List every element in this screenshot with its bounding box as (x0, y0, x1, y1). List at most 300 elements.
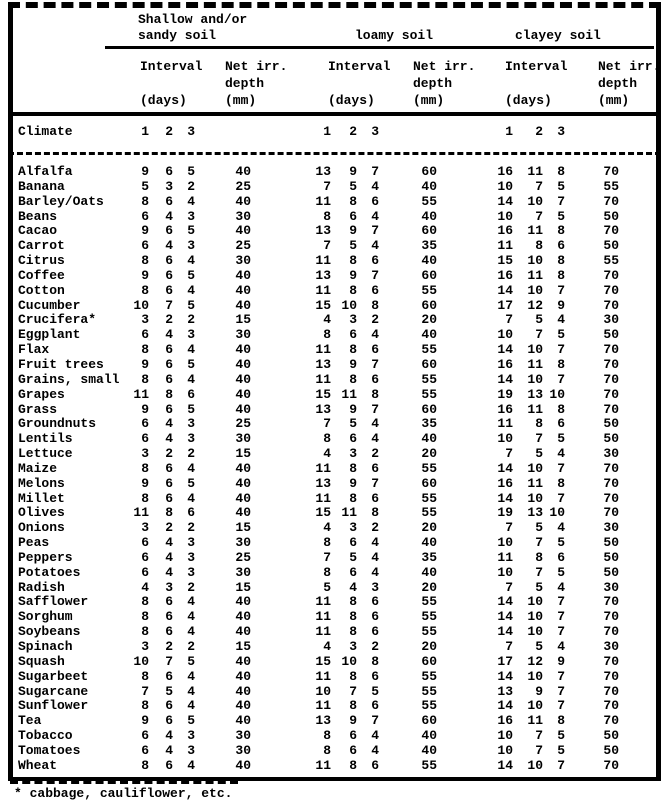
value-cell: 11 (315, 698, 331, 714)
table-row (13, 447, 656, 462)
value-cell: 40 (235, 713, 251, 729)
crop-name: Beans (18, 208, 58, 224)
value-cell: 3 (187, 564, 195, 580)
value-cell: 40 (421, 208, 437, 224)
value-cell: 5 (349, 416, 357, 432)
value-cell: 40 (235, 594, 251, 610)
table-row (13, 492, 656, 507)
value-cell: 3 (165, 178, 173, 194)
value-cell: 5 (557, 564, 565, 580)
crop-name: Onions (18, 520, 65, 536)
table-row (13, 403, 656, 418)
value-cell: 40 (421, 564, 437, 580)
value-cell: 5 (535, 446, 543, 462)
value-cell: 10 (341, 297, 357, 313)
value-cell: 8 (349, 668, 357, 684)
value-cell: 55 (421, 505, 437, 521)
value-cell: 11 (315, 193, 331, 209)
value-cell: 8 (323, 535, 331, 551)
value-cell: 9 (141, 475, 149, 491)
value-cell: 3 (349, 312, 357, 328)
table-row (13, 210, 656, 225)
table-row (13, 373, 656, 388)
table-row (13, 729, 656, 744)
value-cell: 6 (557, 549, 565, 565)
value-cell: 40 (235, 267, 251, 283)
depth-line2: depth (598, 76, 638, 91)
value-cell: 50 (603, 549, 619, 565)
value-cell: 7 (141, 683, 149, 699)
crop-name: Sorghum (18, 609, 73, 625)
value-cell: 55 (421, 624, 437, 640)
value-cell: 10 (497, 742, 513, 758)
value-cell: 4 (557, 639, 565, 654)
value-cell: 11 (133, 386, 149, 402)
value-cell: 2 (187, 446, 195, 462)
value-cell: 9 (141, 713, 149, 729)
value-cell: 11 (527, 475, 543, 491)
value-cell: 6 (557, 238, 565, 254)
value-cell: 3 (165, 579, 173, 595)
value-cell: 6 (371, 342, 379, 358)
value-cell: 5 (557, 208, 565, 224)
value-cell: 60 (421, 713, 437, 729)
crop-name: Coffee (18, 267, 65, 283)
value-cell: 3 (187, 535, 195, 551)
value-cell: 11 (527, 713, 543, 729)
value-cell: 40 (235, 460, 251, 476)
value-cell: 70 (603, 668, 619, 684)
value-cell: 6 (165, 253, 173, 269)
table-row (13, 388, 656, 403)
value-cell: 11 (497, 549, 513, 565)
value-cell: 4 (557, 312, 565, 328)
value-cell: 3 (187, 416, 195, 432)
crop-name: Sugarcane (18, 683, 89, 699)
value-cell: 4 (371, 416, 379, 432)
value-cell: 6 (349, 742, 357, 758)
value-cell: 30 (603, 520, 619, 536)
value-cell: 16 (497, 223, 513, 239)
value-cell: 8 (557, 253, 565, 269)
crop-name: Fruit trees (18, 356, 104, 372)
value-cell: 2 (165, 312, 173, 328)
soil-group-header-clayey: clayey soil (515, 28, 601, 43)
value-cell: 6 (371, 371, 379, 387)
value-cell: 70 (603, 683, 619, 699)
value-cell: 4 (371, 327, 379, 343)
value-cell: 6 (371, 282, 379, 298)
value-cell: 6 (349, 564, 357, 580)
value-cell: 9 (535, 683, 543, 699)
value-cell: 4 (371, 208, 379, 224)
value-cell: 40 (235, 683, 251, 699)
climate-value: 3 (187, 124, 195, 139)
climate-spacer (565, 122, 619, 142)
value-cell: 6 (371, 490, 379, 506)
value-cell: 6 (141, 742, 149, 758)
value-cell: 16 (497, 267, 513, 283)
value-cell: 7 (371, 401, 379, 417)
value-cell: 7 (557, 460, 565, 476)
value-cell: 16 (497, 475, 513, 491)
footnote: * cabbage, cauliflower, etc. (14, 786, 233, 801)
value-cell: 10 (497, 728, 513, 744)
crop-name: Groundnuts (18, 416, 97, 432)
value-cell: 40 (421, 728, 437, 744)
table-row (13, 254, 656, 269)
value-cell: 55 (603, 253, 619, 269)
table-row (13, 477, 656, 492)
value-cell: 10 (133, 653, 149, 669)
value-cell: 2 (371, 520, 379, 536)
value-cell: 7 (323, 238, 331, 254)
interval-unit-sandy: (days) (140, 93, 187, 108)
value-cell: 10 (497, 535, 513, 551)
climate-value: 2 (535, 124, 543, 139)
value-cell: 9 (557, 653, 565, 669)
value-cell: 14 (497, 594, 513, 610)
value-cell: 40 (421, 253, 437, 269)
value-cell: 2 (371, 312, 379, 328)
table-row (13, 536, 656, 551)
depth-line1: Net irr. (598, 59, 661, 74)
value-cell: 7 (505, 520, 513, 536)
crop-name: Barley/Oats (18, 193, 104, 209)
value-cell: 10 (497, 327, 513, 343)
value-cell: 70 (603, 282, 619, 298)
value-cell: 2 (187, 520, 195, 536)
value-cell: 8 (323, 208, 331, 224)
value-cell: 4 (165, 549, 173, 565)
value-cell: 4 (187, 371, 195, 387)
value-cell: 8 (141, 371, 149, 387)
value-cell: 40 (235, 193, 251, 209)
value-cell: 7 (505, 312, 513, 328)
value-cell: 50 (603, 416, 619, 432)
soil-group-header-loamy: loamy soil (355, 28, 434, 43)
value-cell: 2 (371, 639, 379, 654)
value-cell: 19 (497, 505, 513, 521)
value-cell: 3 (141, 446, 149, 462)
value-cell: 3 (187, 549, 195, 565)
soil-header-rule (105, 46, 654, 49)
value-cell: 55 (421, 342, 437, 358)
value-cell: 14 (497, 282, 513, 298)
value-cell: 30 (235, 535, 251, 551)
value-cell: 8 (141, 253, 149, 269)
value-cell: 7 (505, 639, 513, 654)
value-cell: 8 (371, 653, 379, 669)
value-cell: 50 (603, 535, 619, 551)
value-cell: 4 (187, 460, 195, 476)
depth-line2: depth (413, 76, 453, 91)
value-cell: 7 (557, 282, 565, 298)
crop-name: Potatoes (18, 564, 81, 580)
value-cell: 6 (371, 757, 379, 773)
climate-value: 1 (141, 124, 149, 139)
value-cell: 70 (603, 490, 619, 506)
crop-name: Flax (18, 342, 50, 358)
climate-value: 2 (165, 124, 173, 139)
value-cell: 3 (187, 238, 195, 254)
bottom-dashed-artifact (10, 780, 238, 784)
value-cell: 55 (421, 668, 437, 684)
value-cell: 7 (323, 416, 331, 432)
value-cell: 8 (557, 223, 565, 239)
table-row (13, 581, 656, 596)
value-cell: 40 (235, 698, 251, 714)
value-cell: 7 (371, 356, 379, 372)
value-cell: 6 (371, 609, 379, 625)
value-cell: 8 (323, 327, 331, 343)
value-cell: 11 (341, 505, 357, 521)
value-cell: 4 (371, 178, 379, 194)
value-cell: 70 (603, 193, 619, 209)
value-cell: 5 (187, 653, 195, 669)
value-cell: 6 (165, 223, 173, 239)
table-row (13, 269, 656, 284)
value-cell: 8 (349, 609, 357, 625)
value-cell: 4 (557, 446, 565, 462)
value-cell: 8 (141, 282, 149, 298)
value-cell: 3 (187, 327, 195, 343)
climate-spacer (379, 122, 437, 142)
value-cell: 8 (557, 713, 565, 729)
value-cell: 6 (187, 505, 195, 521)
table-row (13, 195, 656, 210)
value-cell: 10 (315, 683, 331, 699)
value-cell: 7 (371, 164, 379, 179)
value-cell: 10 (527, 193, 543, 209)
value-cell: 40 (235, 297, 251, 313)
interval-unit-loamy: (days) (328, 93, 375, 108)
value-cell: 70 (603, 609, 619, 625)
value-cell: 13 (315, 356, 331, 372)
value-cell: 8 (323, 564, 331, 580)
value-cell: 14 (497, 371, 513, 387)
value-cell: 40 (421, 535, 437, 551)
value-cell: 8 (349, 253, 357, 269)
value-cell: 10 (527, 698, 543, 714)
value-cell: 5 (187, 223, 195, 239)
value-cell: 8 (323, 742, 331, 758)
value-cell: 6 (165, 342, 173, 358)
value-cell: 11 (315, 668, 331, 684)
value-cell: 4 (557, 520, 565, 536)
value-cell: 6 (141, 208, 149, 224)
crop-name: Squash (18, 653, 65, 669)
value-cell: 8 (349, 371, 357, 387)
value-cell: 60 (421, 401, 437, 417)
value-cell: 7 (505, 446, 513, 462)
value-cell: 70 (603, 653, 619, 669)
value-cell: 60 (421, 267, 437, 283)
value-cell: 11 (315, 371, 331, 387)
climate-value: 3 (557, 124, 565, 139)
value-cell: 9 (349, 223, 357, 239)
crop-table-body (13, 165, 656, 774)
value-cell: 25 (235, 178, 251, 194)
climate-row (13, 122, 656, 142)
crop-name: Melons (18, 475, 65, 491)
value-cell: 30 (235, 742, 251, 758)
crop-name: Alfalfa (18, 164, 73, 179)
value-cell: 4 (165, 327, 173, 343)
value-cell: 14 (497, 624, 513, 640)
value-cell: 7 (371, 267, 379, 283)
value-cell: 11 (527, 267, 543, 283)
value-cell: 6 (371, 253, 379, 269)
value-cell: 5 (557, 742, 565, 758)
depth-header-sandy (225, 58, 287, 109)
value-cell: 40 (421, 431, 437, 447)
crop-name: Soybeans (18, 624, 81, 640)
value-cell: 8 (141, 624, 149, 640)
value-cell: 7 (165, 297, 173, 313)
value-cell: 4 (187, 282, 195, 298)
value-cell: 70 (603, 164, 619, 179)
value-cell: 40 (235, 401, 251, 417)
value-cell: 6 (165, 282, 173, 298)
value-cell: 10 (497, 178, 513, 194)
value-cell: 10 (497, 431, 513, 447)
value-cell: 20 (421, 579, 437, 595)
value-cell: 8 (557, 356, 565, 372)
table-row (13, 299, 656, 314)
table-row (13, 521, 656, 536)
value-cell: 7 (557, 757, 565, 773)
value-cell: 3 (141, 639, 149, 654)
crop-name: Tea (18, 713, 42, 729)
value-cell: 25 (235, 549, 251, 565)
value-cell: 6 (141, 535, 149, 551)
value-cell: 3 (187, 208, 195, 224)
value-cell: 40 (235, 371, 251, 387)
crop-name: Grass (18, 401, 58, 417)
value-cell: 4 (187, 757, 195, 773)
value-cell: 40 (235, 653, 251, 669)
value-cell: 6 (557, 416, 565, 432)
value-cell: 8 (535, 549, 543, 565)
value-cell: 8 (165, 386, 173, 402)
value-cell: 70 (603, 356, 619, 372)
crop-name: Sugarbeet (18, 668, 89, 684)
value-cell: 15 (497, 253, 513, 269)
value-cell: 7 (323, 549, 331, 565)
value-cell: 10 (527, 282, 543, 298)
table-row (13, 640, 656, 655)
value-cell: 4 (557, 579, 565, 595)
table-row (13, 670, 656, 685)
value-cell: 14 (497, 698, 513, 714)
value-cell: 6 (165, 193, 173, 209)
value-cell: 40 (235, 386, 251, 402)
value-cell: 11 (527, 164, 543, 179)
value-cell: 5 (535, 579, 543, 595)
value-cell: 4 (141, 579, 149, 595)
value-cell: 55 (421, 757, 437, 773)
crop-name: Peppers (18, 549, 73, 565)
depth-line1: Net irr. (413, 59, 476, 74)
value-cell: 6 (165, 490, 173, 506)
value-cell: 5 (349, 178, 357, 194)
value-cell: 8 (323, 431, 331, 447)
value-cell: 6 (371, 193, 379, 209)
table-row (13, 417, 656, 432)
table-row (13, 625, 656, 640)
value-cell: 5 (557, 431, 565, 447)
crop-name: Radish (18, 579, 65, 595)
soil-group-sandy-line2: sandy soil (138, 28, 217, 43)
value-cell: 5 (557, 535, 565, 551)
value-cell: 9 (557, 297, 565, 313)
value-cell: 6 (165, 698, 173, 714)
value-cell: 8 (349, 342, 357, 358)
value-cell: 5 (187, 297, 195, 313)
value-cell: 30 (235, 728, 251, 744)
value-cell: 4 (187, 698, 195, 714)
value-cell: 10 (549, 386, 565, 402)
value-cell: 6 (349, 728, 357, 744)
value-cell: 11 (315, 757, 331, 773)
value-cell: 6 (165, 460, 173, 476)
table-row (13, 313, 656, 328)
value-cell: 7 (165, 653, 173, 669)
crop-name: Citrus (18, 253, 65, 269)
value-cell: 40 (421, 178, 437, 194)
value-cell: 11 (133, 505, 149, 521)
value-cell: 17 (497, 297, 513, 313)
interval-header-clayey: Interval (505, 59, 568, 74)
value-cell: 55 (421, 193, 437, 209)
value-cell: 8 (349, 193, 357, 209)
value-cell: 6 (165, 594, 173, 610)
value-cell: 30 (235, 327, 251, 343)
value-cell: 5 (187, 713, 195, 729)
crop-name: Safflower (18, 594, 89, 610)
table-row (13, 595, 656, 610)
climate-value: 1 (323, 124, 331, 139)
value-cell: 55 (421, 698, 437, 714)
value-cell: 8 (557, 475, 565, 491)
value-cell: 8 (349, 594, 357, 610)
value-cell: 6 (141, 564, 149, 580)
value-cell: 6 (165, 401, 173, 417)
interval-header-sandy: Interval (140, 59, 203, 74)
value-cell: 55 (421, 460, 437, 476)
value-cell: 7 (557, 698, 565, 714)
table-row (13, 180, 656, 195)
value-cell: 8 (371, 505, 379, 521)
value-cell: 20 (421, 446, 437, 462)
value-cell: 20 (421, 639, 437, 654)
value-cell: 40 (235, 356, 251, 372)
value-cell: 4 (371, 238, 379, 254)
value-cell: 7 (557, 683, 565, 699)
value-cell: 8 (535, 416, 543, 432)
value-cell: 9 (349, 475, 357, 491)
value-cell: 7 (535, 564, 543, 580)
value-cell: 15 (235, 579, 251, 595)
value-cell: 50 (603, 564, 619, 580)
value-cell: 5 (187, 267, 195, 283)
interval-unit-clayey: (days) (505, 93, 552, 108)
crop-name: Banana (18, 178, 65, 194)
value-cell: 6 (141, 549, 149, 565)
value-cell: 16 (497, 713, 513, 729)
value-cell: 60 (421, 475, 437, 491)
